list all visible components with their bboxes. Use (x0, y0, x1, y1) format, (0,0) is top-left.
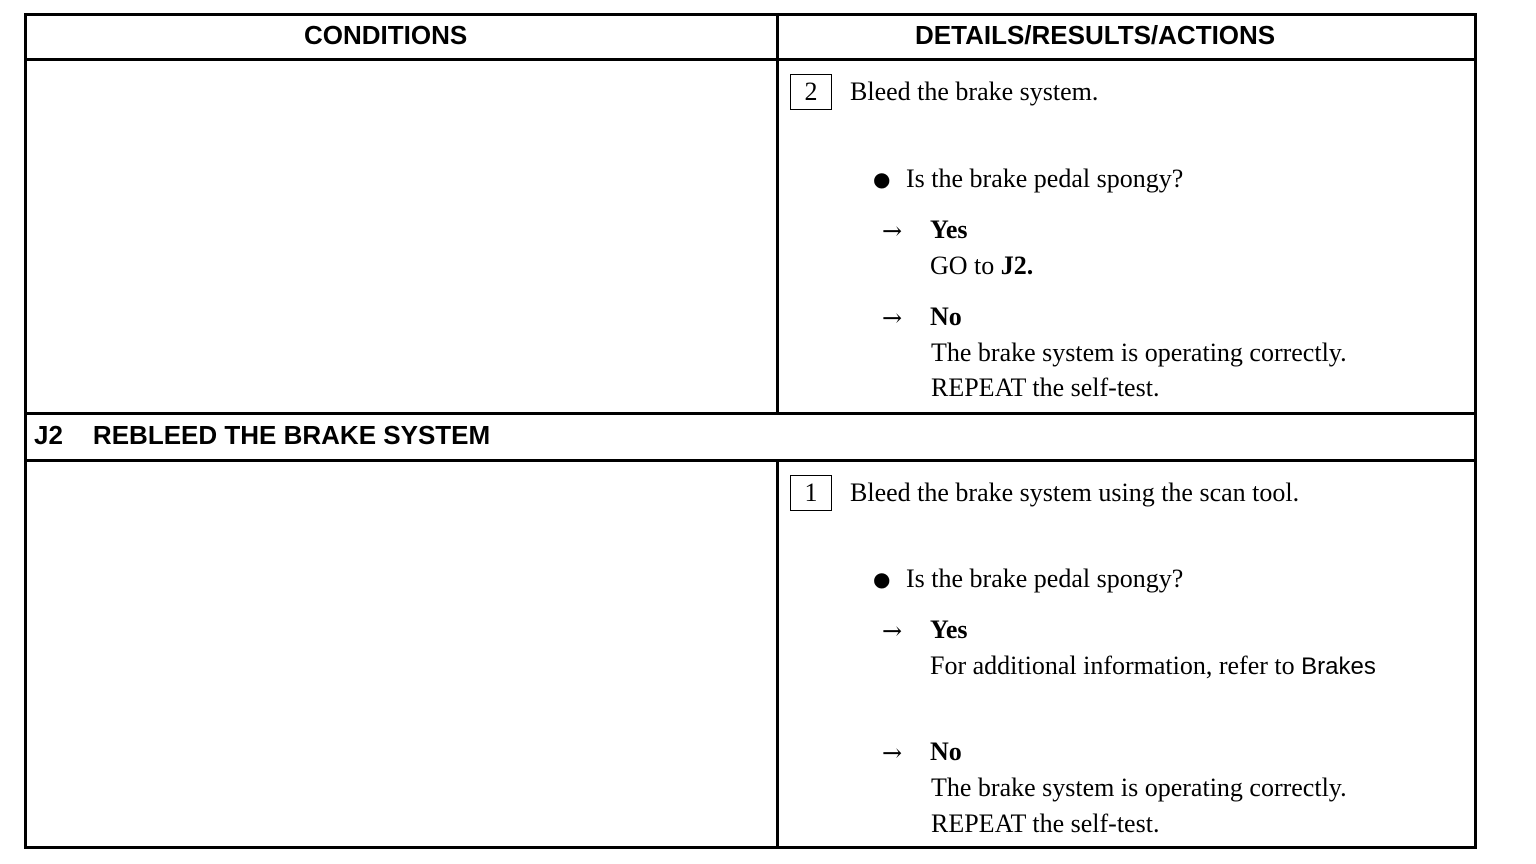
no-label: No (930, 302, 962, 331)
table-border-left (24, 13, 27, 849)
no-label: No (930, 737, 962, 766)
yes-action-prefix: GO to (930, 251, 1001, 280)
goto-j2-link[interactable]: J2. (1000, 251, 1034, 280)
no-action-line2: REPEAT the self-test. (931, 809, 1160, 838)
table-border-bottom (24, 846, 1477, 849)
column-divider-upper (776, 13, 779, 415)
yes-info (930, 651, 1376, 682)
yes-label: Yes (930, 615, 968, 644)
question-text: Is the brake pedal spongy? (906, 164, 1184, 193)
arrow-right-icon: → (882, 217, 903, 245)
step-instruction: Bleed the brake system. (850, 77, 1099, 106)
details-header: DETAILS/RESULTS/ACTIONS (915, 20, 1276, 50)
arrow-right-icon: → (882, 739, 903, 767)
section-heading (34, 415, 490, 455)
table-border-right (1474, 13, 1477, 849)
bullet-icon: ● (873, 567, 891, 591)
bullet-icon: ● (873, 167, 891, 191)
yes-action (930, 251, 1033, 281)
yes-label: Yes (930, 215, 968, 244)
conditions-header: CONDITIONS (304, 20, 468, 50)
step-number-box: 2 (790, 74, 832, 110)
arrow-right-icon: → (882, 304, 903, 332)
header-divider (24, 58, 1477, 61)
step-instruction: Bleed the brake system using the scan tool. (850, 478, 1300, 507)
section-divider-bottom (24, 459, 1477, 462)
table-border-top (24, 13, 1477, 16)
yes-info-text: For additional information, refer to (930, 651, 1295, 680)
section-title: REBLEED THE BRAKE SYSTEM (92, 420, 491, 450)
question-text: Is the brake pedal spongy? (906, 564, 1184, 593)
column-divider-lower (776, 459, 779, 849)
section-code: J2 (34, 420, 63, 450)
no-action-line1: The brake system is operating correctly. (931, 338, 1347, 367)
brakes-reference-link[interactable]: Brakes (1301, 653, 1376, 680)
no-action-line2: REPEAT the self-test. (931, 373, 1160, 402)
arrow-right-icon: → (882, 617, 903, 645)
no-action-line1: The brake system is operating correctly. (931, 773, 1347, 802)
step-number-box: 1 (790, 475, 832, 511)
